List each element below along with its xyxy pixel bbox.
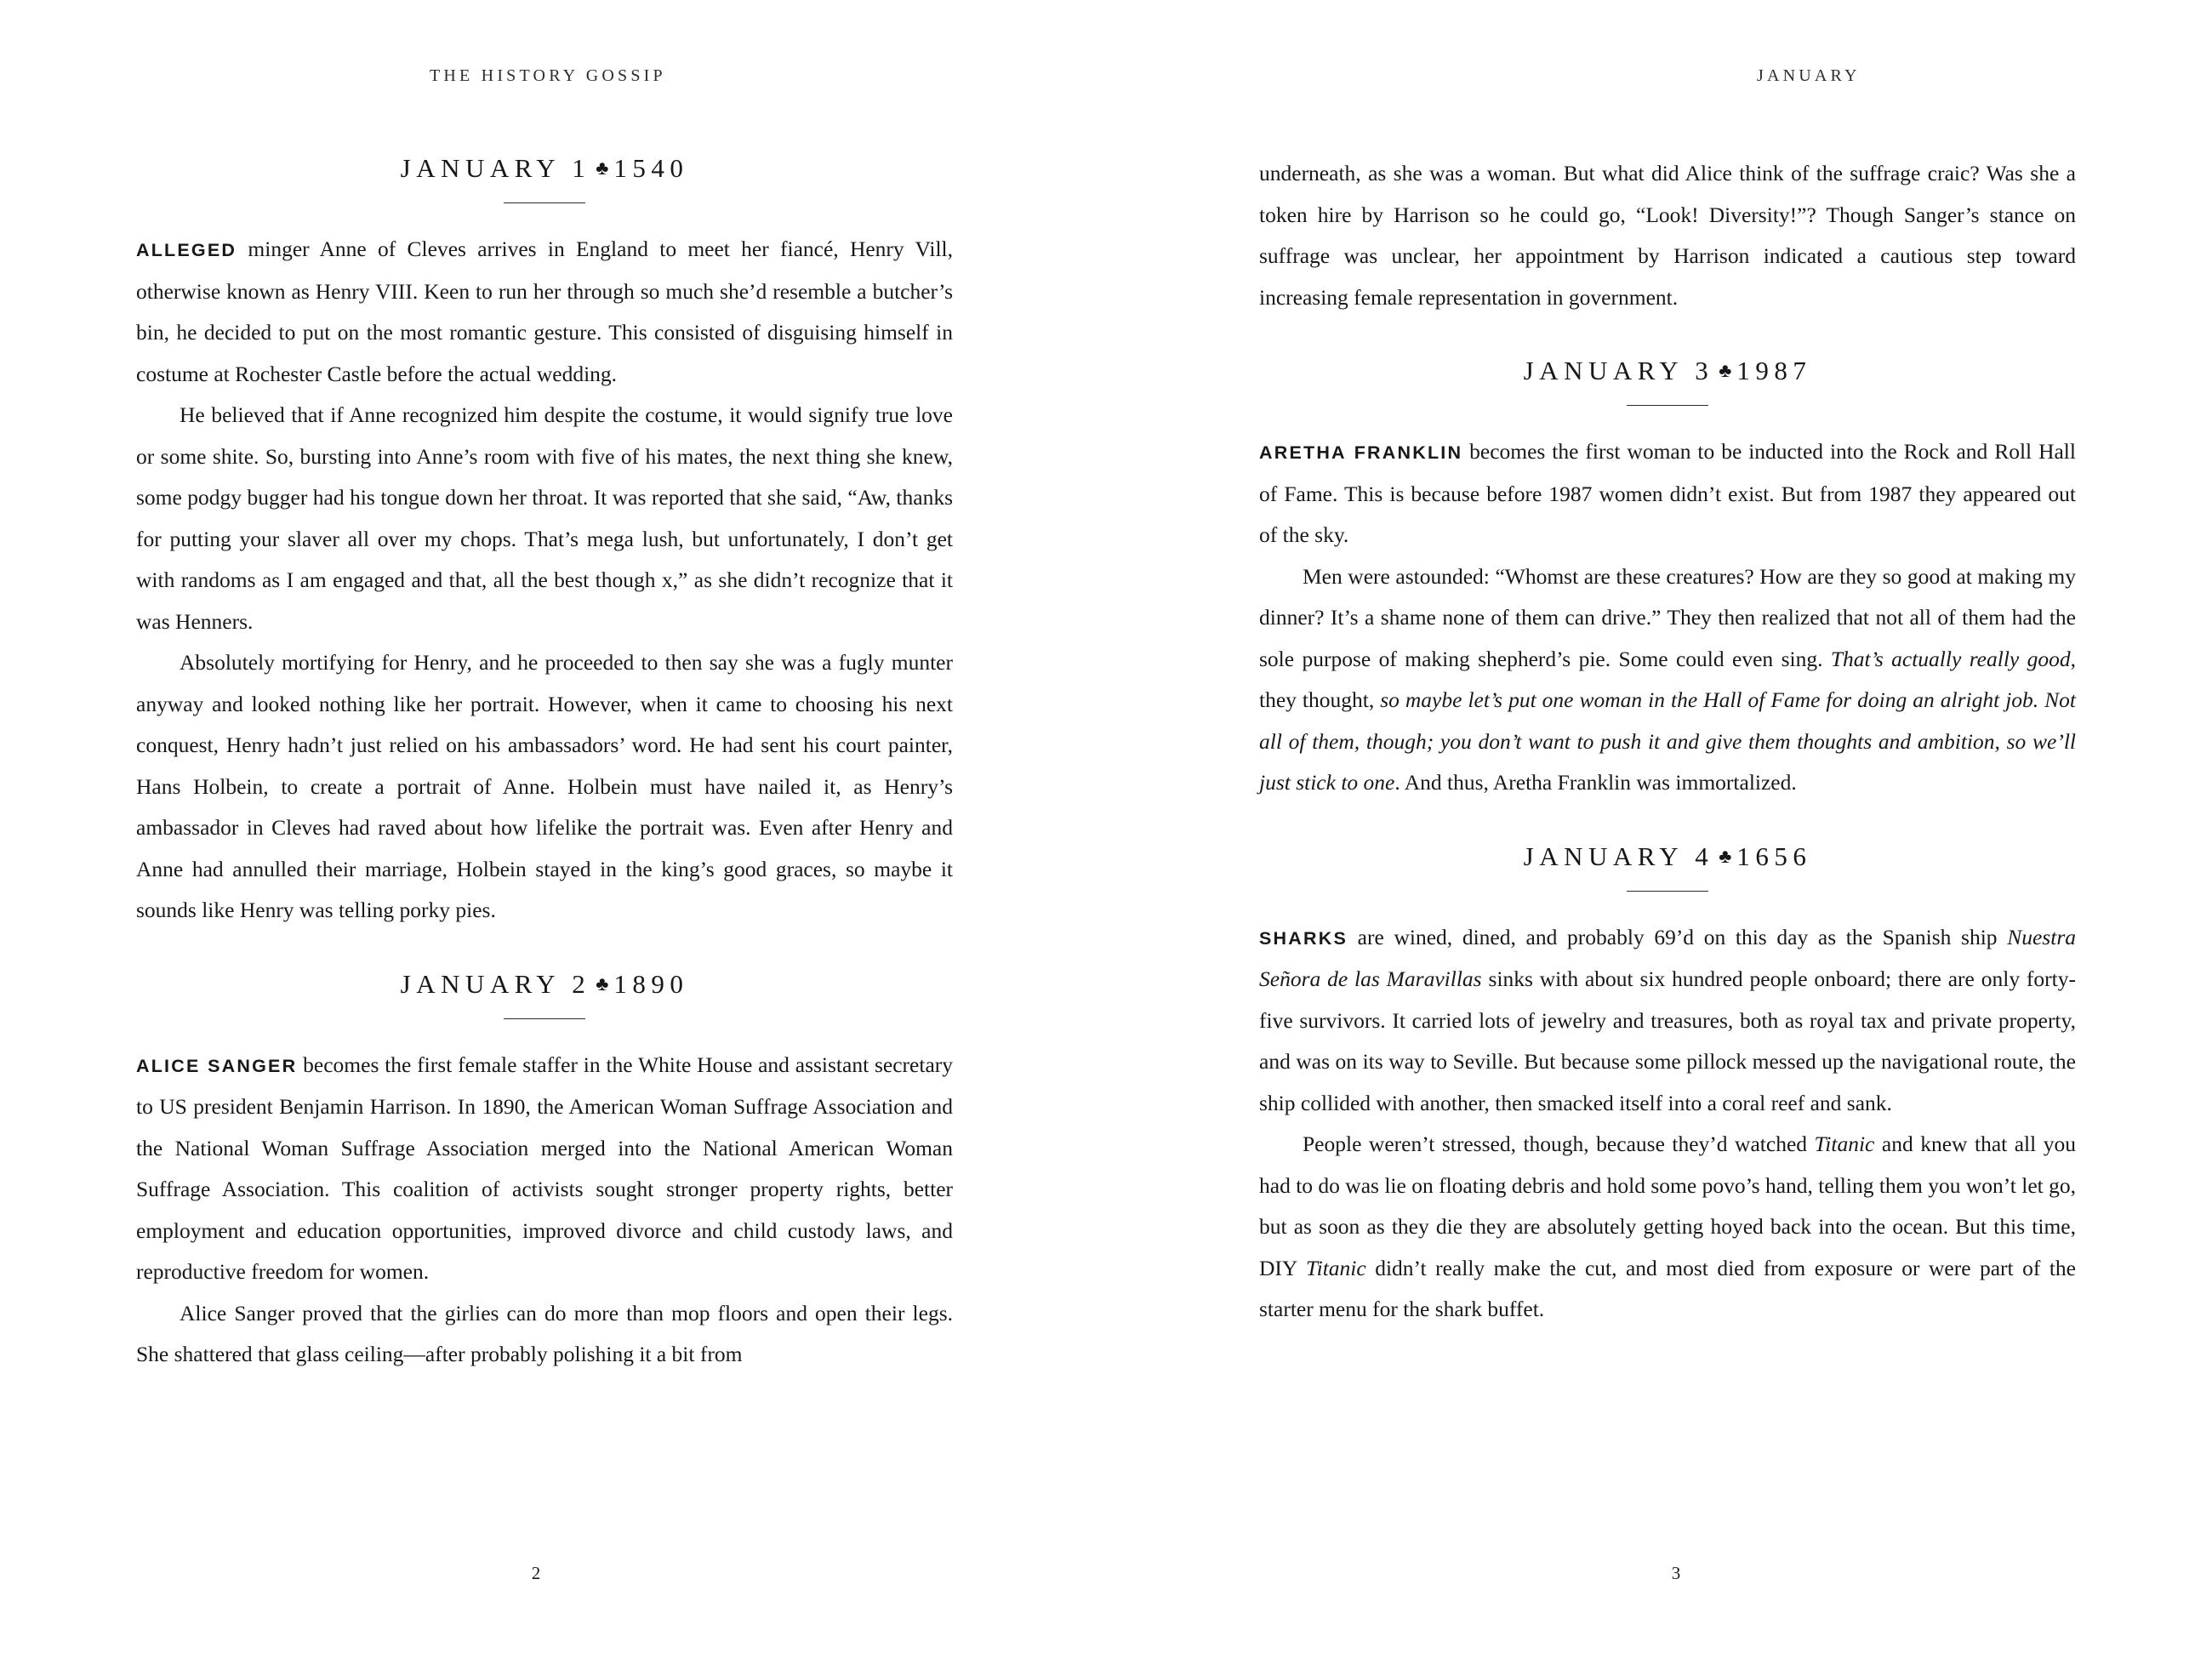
paragraph-text: didn’t really make the cut, and most died from exposure or were part of the starter menu for the shark buffet. (1259, 1255, 2076, 1321)
heading-rule (1627, 891, 1708, 892)
entry-date: JANUARY 3 (1523, 356, 1714, 385)
italic-phrase: That’s actually really good (1830, 646, 2071, 671)
paragraph-text: , they thought, (1259, 646, 2076, 712)
running-head-right: JANUARY (1757, 66, 1861, 85)
heading-rule (504, 202, 585, 203)
italic-phrase: so maybe let’s put one woman in the Hall of Fame for doing an alright job. Not all of them, though; you don’t want to push it and give them thoughts and ambition, so we’ll just stick to one (1259, 687, 2076, 795)
entry-january-3 (1259, 356, 2076, 804)
spacer (136, 932, 953, 969)
running-head-left: THE HISTORY GOSSIP (430, 66, 666, 85)
paragraph-text: minger Anne of Cleves arrives in England to meet her fiancé, Henry Vill, otherwise known as Henry VIII. Keen to run her through so much she’d resemble a butcher’s bin, he decided to put on the most romantic gesture. This consisted of disguising himself in costume at Rochester Castle before the actual wedding. (136, 237, 953, 386)
paragraph-text: are wined, dined, and probably 69’d on this day as the Spanish ship (1348, 924, 2008, 949)
paragraph-text: and knew that all you had to do was lie on floating debris and hold some povo’s hand, telling them you won’t let go, but as soon as they die they are absolutely getting hoyed back into the ocean. But this time, DIY (1259, 1132, 2076, 1280)
entry-january-2 (136, 969, 953, 1376)
club-ornament-icon: ♣ (1719, 845, 1732, 867)
lead-in-words: ARETHA FRANKLIN (1259, 442, 1463, 463)
paragraph (1259, 431, 2076, 556)
paragraph (136, 1045, 953, 1293)
entry-january-4 (1259, 841, 2076, 1331)
club-ornament-icon: ♣ (1719, 360, 1732, 381)
entry-heading (136, 153, 953, 184)
italic-phrase: Titanic (1814, 1132, 1875, 1156)
lead-in-words: ALICE SANGER (136, 1055, 298, 1076)
entry-heading (1259, 841, 2076, 872)
paragraph: Alice Sanger proved that the girlies can do more than mop floors and open their legs. She shattered that glass ceiling—after probably polishing it a bit from (136, 1300, 953, 1366)
paragraph-text: sinks with about six hundred people onboard; there are only forty-five survivors. It carried lots of jewelry and treasures, both as royal tax and private property, and was on its way to Seville. But because some pillock messed up the navigational route, the ship collided with another, then smacked itself into a coral reef and sank. (1259, 966, 2076, 1115)
continuation-paragraph: underneath, as she was a woman. But what did Alice think of the suffrage craic? Was she a token hire by Harrison so he could go, “Look! Diversity!”? Though Sanger’s stance on suffrage was unclear, her appointment by Harrison indicated a cautious step toward increasing female representation in government. (1259, 161, 2076, 310)
entry-heading (1259, 356, 2076, 386)
paragraph-text: Men were astounded: “Whomst are these creatures? How are they so good at making my dinner? It’s a shame none of them can drive.” They then realized that not all of them had the sole purpose of making shepherd’s pie. Some could even sing. (1259, 563, 2076, 671)
entry-heading (136, 969, 953, 1000)
entry-year: 1540 (613, 153, 689, 183)
page-right (1106, 0, 2212, 1659)
club-ornament-icon: ♣ (596, 972, 609, 995)
entry-january-1 (136, 153, 953, 932)
heading-rule (1627, 405, 1708, 406)
lead-in-words: ALLEGED (136, 240, 237, 260)
spacer (1259, 318, 2076, 356)
heading-rule (504, 1018, 585, 1019)
entry-date: JANUARY 4 (1523, 841, 1714, 871)
italic-phrase: Nuestra Señora de las Maravillas (1259, 924, 2076, 991)
paragraph-text: becomes the first female staffer in the White House and assistant secretary to US president Benjamin Harrison. In 1890, the American Woman Suffrage Association and the National Woman Suffrage Association merged into the National American Woman Suffrage Association. This coalition of activists sought stronger property rights, better employment and education opportunities, improved divorce and child custody laws, and reproductive freedom for women. (136, 1052, 954, 1284)
page-number-right: 3 (1671, 1563, 1681, 1583)
club-ornament-icon: ♣ (596, 157, 609, 179)
paragraph-text: People weren’t stressed, though, because they’d watched (1303, 1132, 1815, 1156)
lead-in-words: SHARKS (1259, 927, 1348, 949)
page-number-left: 2 (531, 1563, 541, 1583)
paragraph: Absolutely mortifying for Henry, and he proceeded to then say she was a fugly munter anyway and looked nothing like her portrait. However, when it came to choosing his next conquest, Henry hadn’t just relied on his ambassadors’ word. He had sent his court painter, Hans Holbein, to create a portrait of Anne. Holbein must have nailed it, as Henry’s ambassador in Cleves had raved about how lifelike the portrait was. Even after Henry and Anne had annulled their marriage, Holbein stayed in the king’s good graces, so maybe it sounds like Henry was telling porky pies. (136, 650, 953, 922)
spacer (1259, 804, 2076, 841)
entry-date: JANUARY 1 (400, 153, 591, 183)
italic-phrase: Titanic (1305, 1255, 1366, 1280)
paragraph (1259, 917, 2076, 1125)
paragraph-text: becomes the first woman to be inducted into the Rock and Roll Hall of Fame. This is because before 1987 women didn’t exist. But from 1987 they appeared out of the sky. (1259, 439, 2076, 547)
paragraph (1259, 1124, 2076, 1331)
paragraph: He believed that if Anne recognized him despite the costume, it would signify true love or some shite. So, bursting into Anne’s room with five of his mates, the next thing she knew, some podgy bugger had his tongue down her throat. It was reported that she said, “Aw, thanks for putting your slaver all over my chops. That’s mega lush, but unfortunately, I don’t get with randoms as I am engaged and that, all the best though x,” as she didn’t recognize that it was Henners. (136, 402, 953, 634)
paragraph (136, 229, 953, 395)
paragraph (1259, 556, 2076, 804)
paragraph-text: . And thus, Aretha Franklin was immortalized. (1394, 770, 1797, 795)
entry-year: 1890 (613, 968, 689, 999)
entry-date: JANUARY 2 (400, 968, 591, 999)
entry-year: 1987 (1736, 356, 1812, 385)
entry-year: 1656 (1736, 841, 1812, 871)
